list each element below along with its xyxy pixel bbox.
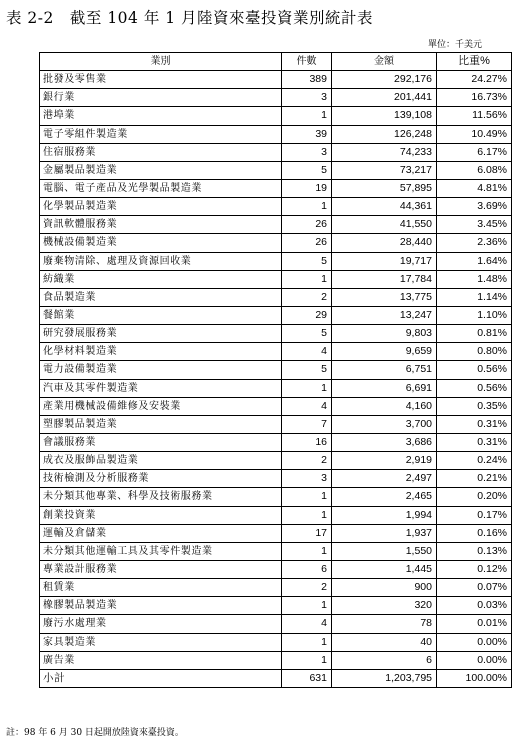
table-row bbox=[40, 198, 512, 216]
industry-cell: 研究發展服務業 bbox=[40, 325, 282, 343]
table-row bbox=[40, 579, 512, 597]
amount-cell: 19,717 bbox=[332, 252, 437, 270]
ratio-cell: 10.49% bbox=[437, 125, 512, 143]
industry-cell: 化學製品製造業 bbox=[40, 198, 282, 216]
industry-cell: 產業用機械設備維修及安裝業 bbox=[40, 397, 282, 415]
count-cell: 7 bbox=[282, 415, 332, 433]
industry-cell: 成衣及服飾品製造業 bbox=[40, 452, 282, 470]
ratio-cell: 6.08% bbox=[437, 161, 512, 179]
table-row bbox=[40, 488, 512, 506]
amount-cell: 73,217 bbox=[332, 161, 437, 179]
count-cell: 4 bbox=[282, 615, 332, 633]
total-row bbox=[40, 669, 512, 687]
amount-cell: 28,440 bbox=[332, 234, 437, 252]
industry-cell: 專業設計服務業 bbox=[40, 560, 282, 578]
amount-cell: 40 bbox=[332, 633, 437, 651]
table-row bbox=[40, 470, 512, 488]
amount-cell: 1,550 bbox=[332, 542, 437, 560]
table-row bbox=[40, 216, 512, 234]
table-row bbox=[40, 397, 512, 415]
count-cell: 5 bbox=[282, 161, 332, 179]
table-row bbox=[40, 415, 512, 433]
amount-cell: 4,160 bbox=[332, 397, 437, 415]
amount-cell: 57,895 bbox=[332, 179, 437, 197]
amount-cell: 9,803 bbox=[332, 325, 437, 343]
table-row bbox=[40, 433, 512, 451]
count-cell: 1 bbox=[282, 107, 332, 125]
count-cell: 2 bbox=[282, 288, 332, 306]
table-row bbox=[40, 361, 512, 379]
table-row bbox=[40, 71, 512, 89]
ratio-cell: 0.12% bbox=[437, 560, 512, 578]
ratio-cell: 1.14% bbox=[437, 288, 512, 306]
table-row bbox=[40, 143, 512, 161]
table-row bbox=[40, 107, 512, 125]
count-cell: 1 bbox=[282, 633, 332, 651]
ratio-cell: 0.16% bbox=[437, 524, 512, 542]
table-row bbox=[40, 379, 512, 397]
ratio-cell: 0.56% bbox=[437, 361, 512, 379]
amount-cell: 126,248 bbox=[332, 125, 437, 143]
amount-cell: 320 bbox=[332, 597, 437, 615]
ratio-cell: 0.31% bbox=[437, 433, 512, 451]
industry-cell: 廣告業 bbox=[40, 651, 282, 669]
count-cell: 4 bbox=[282, 343, 332, 361]
table-row bbox=[40, 343, 512, 361]
industry-cell: 廢污水處理業 bbox=[40, 615, 282, 633]
count-cell: 6 bbox=[282, 560, 332, 578]
table-row bbox=[40, 452, 512, 470]
count-cell: 2 bbox=[282, 452, 332, 470]
ratio-cell: 0.35% bbox=[437, 397, 512, 415]
industry-cell: 家具製造業 bbox=[40, 633, 282, 651]
industry-cell: 港埠業 bbox=[40, 107, 282, 125]
amount-cell: 2,465 bbox=[332, 488, 437, 506]
table-row bbox=[40, 615, 512, 633]
industry-cell: 塑膠製品製造業 bbox=[40, 415, 282, 433]
amount-cell: 6 bbox=[332, 651, 437, 669]
table-row bbox=[40, 560, 512, 578]
industry-cell: 電力設備製造業 bbox=[40, 361, 282, 379]
amount-cell: 3,686 bbox=[332, 433, 437, 451]
count-cell: 1 bbox=[282, 506, 332, 524]
table-row bbox=[40, 524, 512, 542]
industry-statistics-table bbox=[39, 52, 512, 688]
table-row bbox=[40, 125, 512, 143]
ratio-cell: 1.64% bbox=[437, 252, 512, 270]
amount-cell: 292,176 bbox=[332, 71, 437, 89]
industry-cell: 租賃業 bbox=[40, 579, 282, 597]
ratio-cell: 16.73% bbox=[437, 89, 512, 107]
ratio-cell: 0.03% bbox=[437, 597, 512, 615]
amount-cell: 9,659 bbox=[332, 343, 437, 361]
total-amount: 1,203,795 bbox=[332, 669, 437, 687]
industry-cell: 未分類其他專業、科學及技術服務業 bbox=[40, 488, 282, 506]
industry-cell: 金屬製品製造業 bbox=[40, 161, 282, 179]
industry-cell: 紡織業 bbox=[40, 270, 282, 288]
header-amount: 金額 bbox=[332, 53, 437, 71]
total-count: 631 bbox=[282, 669, 332, 687]
count-cell: 1 bbox=[282, 488, 332, 506]
ratio-cell: 0.13% bbox=[437, 542, 512, 560]
ratio-cell: 0.24% bbox=[437, 452, 512, 470]
amount-cell: 2,919 bbox=[332, 452, 437, 470]
table-row bbox=[40, 542, 512, 560]
ratio-cell: 1.10% bbox=[437, 306, 512, 324]
footnote: 註：98 年 6 月 30 日起開放陸資來臺投資。 bbox=[6, 728, 184, 738]
table-row bbox=[40, 179, 512, 197]
ratio-cell: 2.36% bbox=[437, 234, 512, 252]
amount-cell: 3,700 bbox=[332, 415, 437, 433]
count-cell: 1 bbox=[282, 379, 332, 397]
amount-cell: 6,691 bbox=[332, 379, 437, 397]
amount-cell: 78 bbox=[332, 615, 437, 633]
header-industry: 業別 bbox=[40, 53, 282, 71]
header-ratio: 比重% bbox=[437, 53, 512, 71]
amount-cell: 74,233 bbox=[332, 143, 437, 161]
count-cell: 1 bbox=[282, 542, 332, 560]
industry-cell: 機械設備製造業 bbox=[40, 234, 282, 252]
amount-cell: 13,775 bbox=[332, 288, 437, 306]
count-cell: 3 bbox=[282, 89, 332, 107]
ratio-cell: 6.17% bbox=[437, 143, 512, 161]
count-cell: 1 bbox=[282, 597, 332, 615]
industry-cell: 住宿服務業 bbox=[40, 143, 282, 161]
count-cell: 5 bbox=[282, 252, 332, 270]
ratio-cell: 0.01% bbox=[437, 615, 512, 633]
industry-cell: 未分類其他運輸工具及其零件製造業 bbox=[40, 542, 282, 560]
count-cell: 29 bbox=[282, 306, 332, 324]
count-cell: 389 bbox=[282, 71, 332, 89]
industry-cell: 資訊軟體服務業 bbox=[40, 216, 282, 234]
industry-cell: 電腦、電子產品及光學製品製造業 bbox=[40, 179, 282, 197]
header-count: 件數 bbox=[282, 53, 332, 71]
industry-cell: 食品製造業 bbox=[40, 288, 282, 306]
ratio-cell: 24.27% bbox=[437, 71, 512, 89]
ratio-cell: 0.07% bbox=[437, 579, 512, 597]
industry-cell: 批發及零售業 bbox=[40, 71, 282, 89]
count-cell: 26 bbox=[282, 216, 332, 234]
ratio-cell: 11.56% bbox=[437, 107, 512, 125]
table-row bbox=[40, 270, 512, 288]
ratio-cell: 3.69% bbox=[437, 198, 512, 216]
industry-cell: 汽車及其零件製造業 bbox=[40, 379, 282, 397]
document-title: 表 2-2 截至 104 年 1 月陸資來臺投資業別統計表 bbox=[6, 9, 374, 27]
amount-cell: 139,108 bbox=[332, 107, 437, 125]
ratio-cell: 0.81% bbox=[437, 325, 512, 343]
amount-cell: 6,751 bbox=[332, 361, 437, 379]
total-label: 小計 bbox=[40, 669, 282, 687]
amount-cell: 2,497 bbox=[332, 470, 437, 488]
ratio-cell: 0.00% bbox=[437, 651, 512, 669]
count-cell: 19 bbox=[282, 179, 332, 197]
count-cell: 16 bbox=[282, 433, 332, 451]
industry-cell: 廢棄物清除、處理及資源回收業 bbox=[40, 252, 282, 270]
ratio-cell: 0.21% bbox=[437, 470, 512, 488]
industry-cell: 電子零組件製造業 bbox=[40, 125, 282, 143]
industry-cell: 橡膠製品製造業 bbox=[40, 597, 282, 615]
amount-cell: 17,784 bbox=[332, 270, 437, 288]
table-body bbox=[40, 71, 512, 670]
table-row bbox=[40, 89, 512, 107]
table-row bbox=[40, 252, 512, 270]
amount-cell: 13,247 bbox=[332, 306, 437, 324]
ratio-cell: 3.45% bbox=[437, 216, 512, 234]
ratio-cell: 0.80% bbox=[437, 343, 512, 361]
count-cell: 17 bbox=[282, 524, 332, 542]
table-row bbox=[40, 288, 512, 306]
amount-cell: 44,361 bbox=[332, 198, 437, 216]
table-row bbox=[40, 506, 512, 524]
ratio-cell: 0.00% bbox=[437, 633, 512, 651]
industry-cell: 創業投資業 bbox=[40, 506, 282, 524]
count-cell: 3 bbox=[282, 470, 332, 488]
amount-cell: 1,994 bbox=[332, 506, 437, 524]
ratio-cell: 0.17% bbox=[437, 506, 512, 524]
total-ratio: 100.00% bbox=[437, 669, 512, 687]
amount-cell: 900 bbox=[332, 579, 437, 597]
count-cell: 4 bbox=[282, 397, 332, 415]
table-header-row bbox=[40, 53, 512, 71]
count-cell: 5 bbox=[282, 361, 332, 379]
count-cell: 1 bbox=[282, 198, 332, 216]
table-row bbox=[40, 306, 512, 324]
unit-label: 單位：千美元 bbox=[427, 40, 482, 50]
industry-cell: 餐館業 bbox=[40, 306, 282, 324]
amount-cell: 41,550 bbox=[332, 216, 437, 234]
count-cell: 1 bbox=[282, 651, 332, 669]
table-row bbox=[40, 633, 512, 651]
ratio-cell: 0.20% bbox=[437, 488, 512, 506]
amount-cell: 201,441 bbox=[332, 89, 437, 107]
industry-cell: 銀行業 bbox=[40, 89, 282, 107]
industry-cell: 會議服務業 bbox=[40, 433, 282, 451]
count-cell: 3 bbox=[282, 143, 332, 161]
ratio-cell: 0.56% bbox=[437, 379, 512, 397]
count-cell: 26 bbox=[282, 234, 332, 252]
amount-cell: 1,937 bbox=[332, 524, 437, 542]
table-row bbox=[40, 325, 512, 343]
industry-cell: 化學材料製造業 bbox=[40, 343, 282, 361]
amount-cell: 1,445 bbox=[332, 560, 437, 578]
table-row bbox=[40, 651, 512, 669]
count-cell: 39 bbox=[282, 125, 332, 143]
industry-cell: 運輸及倉儲業 bbox=[40, 524, 282, 542]
industry-cell: 技術檢測及分析服務業 bbox=[40, 470, 282, 488]
count-cell: 5 bbox=[282, 325, 332, 343]
table-row bbox=[40, 161, 512, 179]
count-cell: 1 bbox=[282, 270, 332, 288]
table-row bbox=[40, 597, 512, 615]
table-row bbox=[40, 234, 512, 252]
count-cell: 2 bbox=[282, 579, 332, 597]
ratio-cell: 4.81% bbox=[437, 179, 512, 197]
ratio-cell: 0.31% bbox=[437, 415, 512, 433]
ratio-cell: 1.48% bbox=[437, 270, 512, 288]
